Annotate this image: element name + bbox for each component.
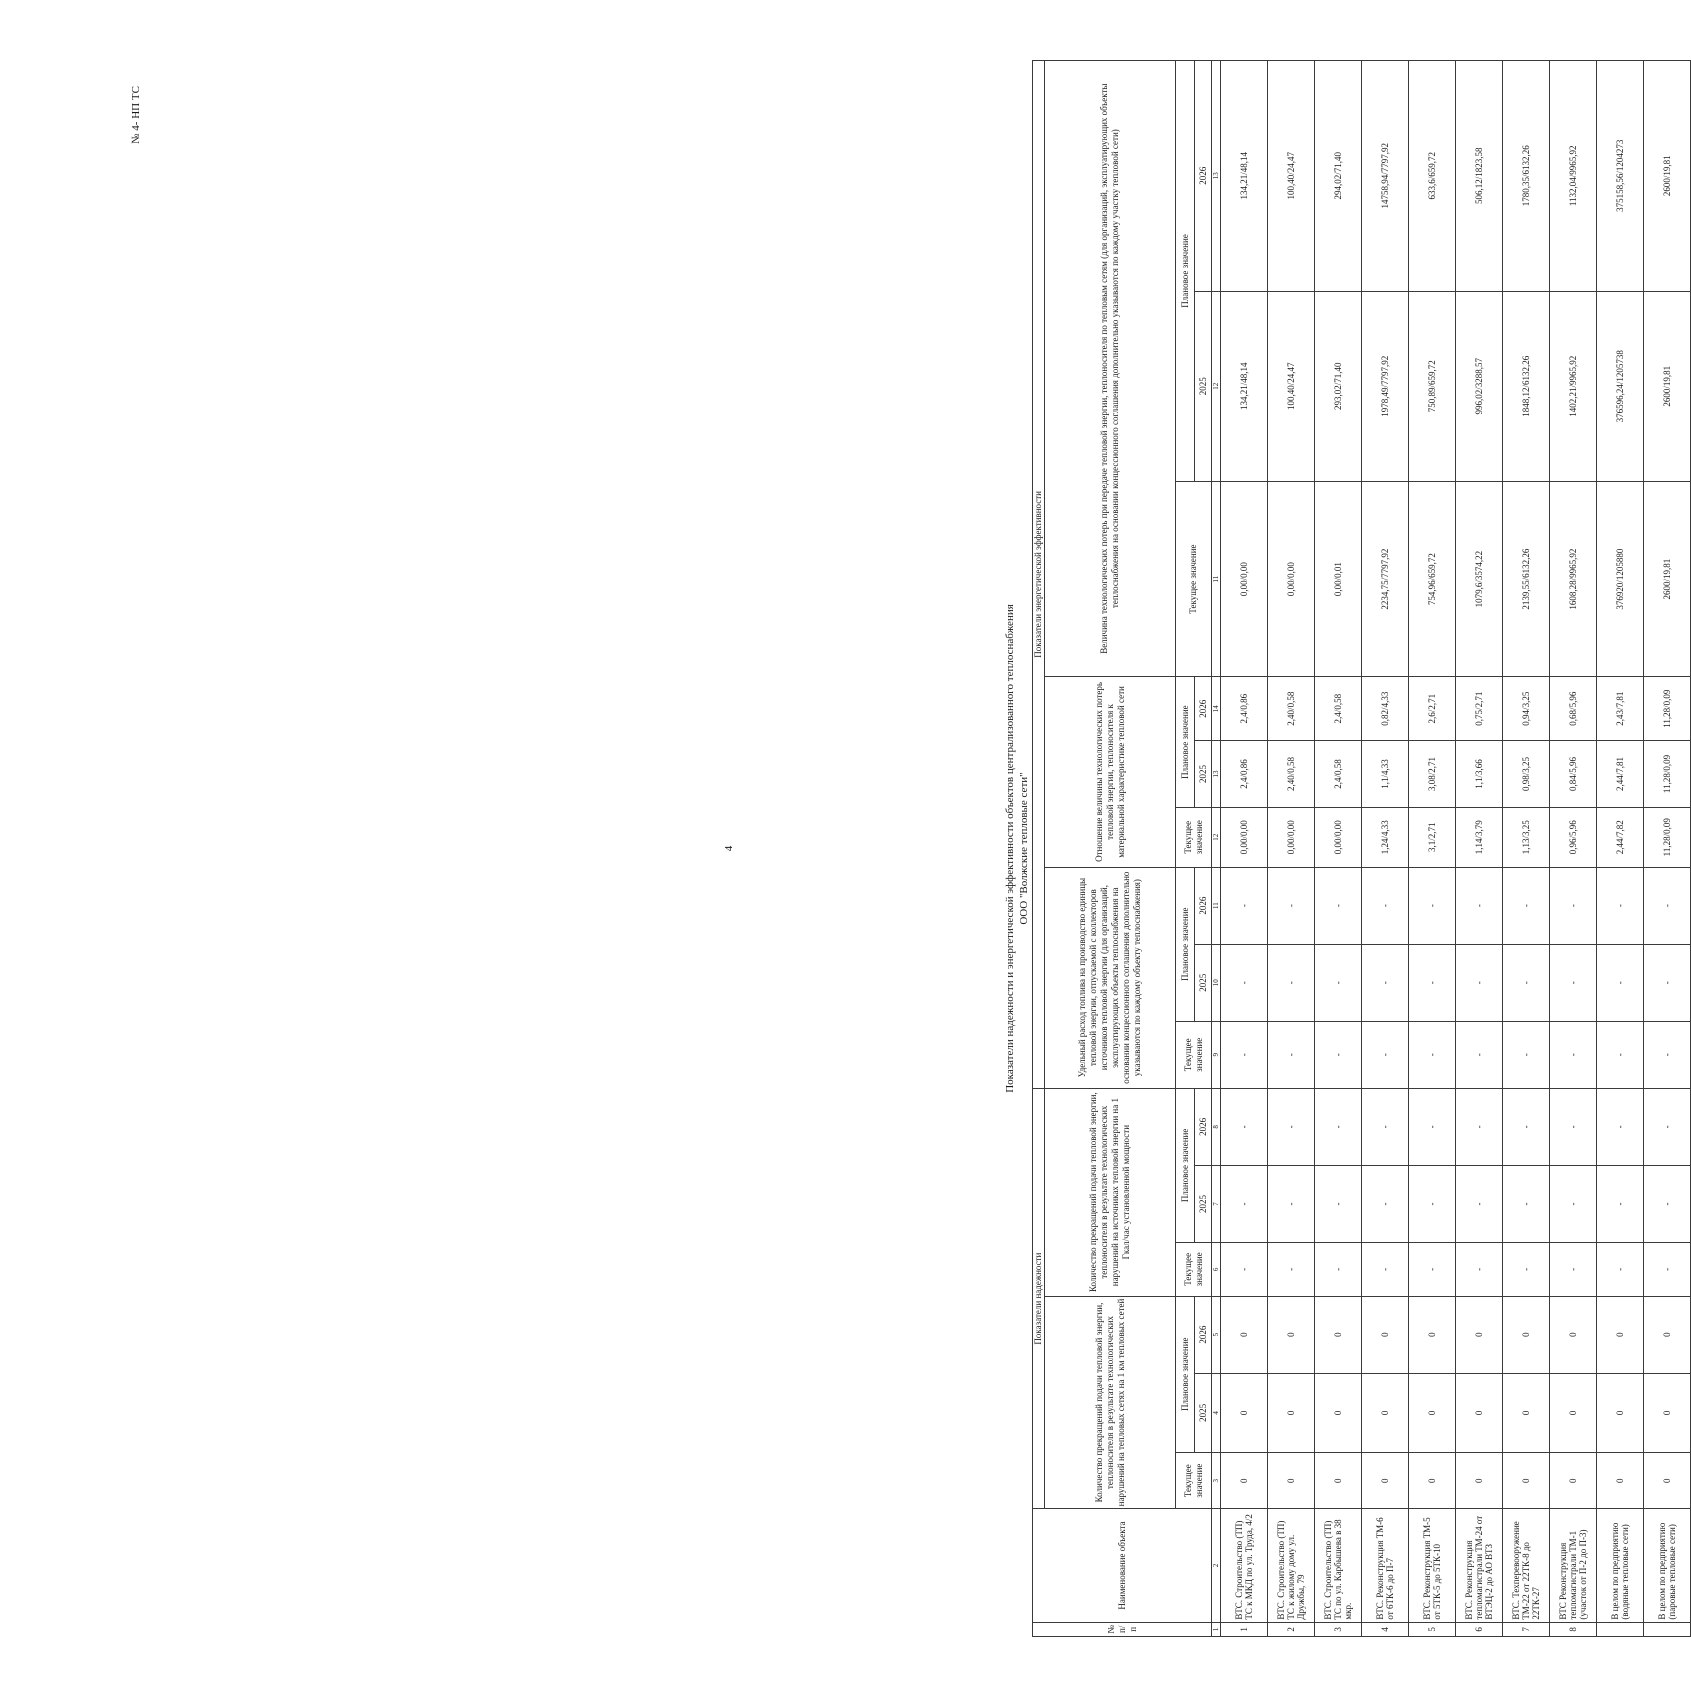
value-cell: 0 (1644, 1452, 1691, 1509)
value-cell: 0 (1268, 1296, 1315, 1373)
value-cell: 0 (1456, 1452, 1503, 1509)
column-number: 12 (1212, 807, 1221, 867)
value-cell: - (1644, 1088, 1691, 1165)
header-group-reliability: Показатели надежности (1033, 1088, 1045, 1509)
value-cell: 3,1/2,71 (1409, 807, 1456, 867)
value-cell: - (1644, 1021, 1691, 1088)
column-number: 10 (1212, 944, 1221, 1021)
value-cell: - (1315, 1165, 1362, 1242)
value-cell: - (1268, 1243, 1315, 1296)
value-cell: - (1315, 944, 1362, 1021)
row-number-cell: 3 (1315, 1622, 1362, 1636)
value-cell: - (1315, 867, 1362, 944)
object-name-cell: В целом по предприятию (водяные тепловые сети) (1597, 1509, 1644, 1622)
value-cell: 376920/1205880 (1597, 481, 1644, 676)
value-cell: 0 (1550, 1296, 1597, 1373)
value-cell: - (1503, 1243, 1550, 1296)
value-cell: 3,08/2,71 (1409, 741, 1456, 808)
value-cell: 0,00/0,00 (1221, 807, 1268, 867)
header-year: 2025 (1195, 944, 1212, 1021)
value-cell: 0,75/2,71 (1456, 677, 1503, 741)
value-cell: 0,96/5,96 (1550, 807, 1597, 867)
value-cell: 2600/19,81 (1644, 61, 1691, 292)
value-cell: - (1268, 944, 1315, 1021)
header-current: Текущее значение (1176, 1452, 1212, 1509)
value-cell: 0,00/0,00 (1268, 807, 1315, 867)
value-cell: - (1409, 1243, 1456, 1296)
value-cell: - (1409, 1165, 1456, 1242)
object-name-cell: ВТС. Реконструкция ТМ-5 от 5ТК-5 до 5ТК-10 (1409, 1509, 1456, 1622)
value-cell: 11,28/0,09 (1644, 807, 1691, 867)
table-row (1550, 61, 1597, 1637)
value-cell: 100,40/24,47 (1268, 61, 1315, 292)
value-cell: 0,00/0,01 (1315, 481, 1362, 676)
value-cell: - (1550, 867, 1597, 944)
header-planned: Плановое значение (1176, 61, 1195, 482)
header-year: 2026 (1195, 1296, 1212, 1373)
value-cell: 2,4/0,58 (1315, 741, 1362, 808)
row-number-cell (1597, 1622, 1644, 1636)
object-name-cell: ВТС. Техперевооружение ТМ-22 от 22ТК-8 до 22ТК-27 (1503, 1509, 1550, 1622)
page-number: 4 (723, 845, 735, 852)
value-cell: 0 (1409, 1296, 1456, 1373)
value-cell: - (1550, 1165, 1597, 1242)
value-cell: - (1644, 944, 1691, 1021)
value-cell: - (1221, 1088, 1268, 1165)
value-cell: 100,40/24,47 (1268, 291, 1315, 481)
value-cell: - (1644, 867, 1691, 944)
header-indicator-1: Количество прекращений подачи тепловой энергии, теплоносителя в результате технологических нарушений на тепловых сетях на 1 км тепловых сетей (1045, 1296, 1176, 1509)
value-cell: 0 (1597, 1452, 1644, 1509)
header-name: Наименование объекта (1033, 1509, 1212, 1622)
value-cell: - (1503, 867, 1550, 944)
value-cell: - (1550, 1088, 1597, 1165)
value-cell: 633,6/659,72 (1409, 61, 1456, 292)
value-cell: 0,82/4,33 (1362, 677, 1409, 741)
value-cell: 0 (1409, 1452, 1456, 1509)
value-cell: - (1456, 1088, 1503, 1165)
column-number: 14 (1212, 677, 1221, 741)
value-cell: 2,40/0,58 (1268, 741, 1315, 808)
value-cell: 0 (1409, 1373, 1456, 1452)
value-cell: 0 (1597, 1373, 1644, 1452)
value-cell: 0 (1503, 1373, 1550, 1452)
value-cell: - (1268, 1165, 1315, 1242)
value-cell: 0,00/0,00 (1221, 481, 1268, 676)
table-row (1221, 61, 1268, 1637)
header-current: Текущее значение (1176, 1021, 1212, 1088)
header-planned: Плановое значение (1176, 867, 1195, 1021)
column-number: 13 (1212, 741, 1221, 808)
value-cell: - (1268, 1088, 1315, 1165)
value-cell: 0 (1268, 1373, 1315, 1452)
object-name-cell: ВТС. Реконструкция ТМ-6 от 6ТК-6 до П-7 (1362, 1509, 1409, 1622)
value-cell: 11,28/0,09 (1644, 677, 1691, 741)
value-cell: 2,44/7,82 (1597, 807, 1644, 867)
header-current: Текущее значение (1176, 481, 1212, 676)
value-cell: 0 (1221, 1452, 1268, 1509)
value-cell: - (1597, 944, 1644, 1021)
column-number: 6 (1212, 1243, 1221, 1296)
value-cell: 2,40/0,58 (1268, 677, 1315, 741)
header-year: 2026 (1195, 677, 1212, 741)
header-num: № п/п (1033, 1622, 1212, 1636)
value-cell: 1978,49/7797,92 (1362, 291, 1409, 481)
value-cell: 0,98/3,25 (1503, 741, 1550, 808)
column-number: 1 (1212, 1622, 1221, 1636)
value-cell: 1079,6/3574,22 (1456, 481, 1503, 676)
table-row (1503, 61, 1550, 1637)
header-planned: Плановое значение (1176, 1296, 1195, 1452)
row-number-cell: 2 (1268, 1622, 1315, 1636)
object-name-cell: ВТС. Строительство (ТП) ТС по ул. Карбышева в 38 мкр. (1315, 1509, 1362, 1622)
header-planned: Плановое значение (1176, 677, 1195, 808)
value-cell: - (1315, 1021, 1362, 1088)
value-cell: 0 (1644, 1296, 1691, 1373)
value-cell: - (1456, 1021, 1503, 1088)
header-planned: Плановое значение (1176, 1088, 1195, 1242)
value-cell: - (1550, 1243, 1597, 1296)
table-row (1362, 61, 1409, 1637)
value-cell: - (1315, 1088, 1362, 1165)
value-cell: 0 (1221, 1296, 1268, 1373)
header-indicator-3: Удельный расход топлива на производство единицы тепловой энергии, отпускаемой с коллекторов источников тепловой энергии (для организаций, эксплуатирующих объекты теплоснабжения на основании концессионного соглашения дополнительно указываются по каждому объекту теплоснабжения) (1045, 867, 1176, 1088)
value-cell: - (1362, 1021, 1409, 1088)
table-row (1597, 61, 1644, 1637)
value-cell: 0 (1597, 1296, 1644, 1373)
value-cell: 1848,12/6132,26 (1503, 291, 1550, 481)
value-cell: - (1597, 867, 1644, 944)
value-cell: 0 (1503, 1452, 1550, 1509)
header-year: 2026 (1195, 1088, 1212, 1165)
object-name-cell: ВТС. Реконструкция тепломагистрали ТМ-24 от ВТЭЦ-2 до АО ВТЗ (1456, 1509, 1503, 1622)
value-cell: - (1362, 944, 1409, 1021)
value-cell: - (1268, 1021, 1315, 1088)
value-cell: 0,94/3,25 (1503, 677, 1550, 741)
row-number-cell: 4 (1362, 1622, 1409, 1636)
value-cell: 2,44/7,81 (1597, 741, 1644, 808)
value-cell: - (1409, 944, 1456, 1021)
value-cell: 1132,04/9965,92 (1550, 61, 1597, 292)
value-cell: 293,02/71,40 (1315, 291, 1362, 481)
value-cell: 0 (1550, 1373, 1597, 1452)
value-cell: 376596,24/1205738 (1597, 291, 1644, 481)
value-cell: - (1644, 1243, 1691, 1296)
value-cell: 375158,56/1204273 (1597, 61, 1644, 292)
value-cell: - (1456, 867, 1503, 944)
value-cell: 0 (1362, 1296, 1409, 1373)
value-cell: 0 (1315, 1296, 1362, 1373)
value-cell: - (1597, 1021, 1644, 1088)
object-name-cell: ВТС Реконструкция тепломагистрали ТМ-1 (участок от П-2 до П-3) (1550, 1509, 1597, 1622)
value-cell: 2,6/2,71 (1409, 677, 1456, 741)
value-cell: 750,89/659,72 (1409, 291, 1456, 481)
value-cell: - (1456, 1165, 1503, 1242)
value-cell: 134,21/48,14 (1221, 61, 1268, 292)
value-cell: - (1268, 867, 1315, 944)
table-row (1644, 61, 1691, 1637)
value-cell: - (1221, 944, 1268, 1021)
row-number-cell: 7 (1503, 1622, 1550, 1636)
header-year: 2025 (1195, 1373, 1212, 1452)
column-number: 11 (1212, 481, 1221, 676)
value-cell: 2600/19,81 (1644, 481, 1691, 676)
header-indicator-4: Отношение величины технологических потерь тепловой энергии, теплоносителя к материальной характеристике тепловой сети (1045, 677, 1176, 867)
row-number-cell: 6 (1456, 1622, 1503, 1636)
row-number-cell (1644, 1622, 1691, 1636)
object-name-cell: В целом по предприятию (паровые тепловые сети) (1644, 1509, 1691, 1622)
value-cell: 0 (1315, 1373, 1362, 1452)
table-row (1268, 61, 1315, 1637)
value-cell: - (1597, 1243, 1644, 1296)
column-number: 7 (1212, 1165, 1221, 1242)
value-cell: - (1362, 1088, 1409, 1165)
value-cell: 1402,21/9965,92 (1550, 291, 1597, 481)
value-cell: 754,96/659,72 (1409, 481, 1456, 676)
value-cell: 2,4/0,58 (1315, 677, 1362, 741)
value-cell: - (1503, 1088, 1550, 1165)
value-cell: 0 (1456, 1373, 1503, 1452)
table-row (1456, 61, 1503, 1637)
value-cell: - (1315, 1243, 1362, 1296)
value-cell: - (1362, 867, 1409, 944)
value-cell: - (1221, 1243, 1268, 1296)
value-cell: 1,13/3,25 (1503, 807, 1550, 867)
indicators-table (1032, 60, 1691, 1637)
value-cell: 0 (1456, 1296, 1503, 1373)
value-cell: 1,24/4,33 (1362, 807, 1409, 867)
value-cell: 134,21/48,14 (1221, 291, 1268, 481)
value-cell: - (1644, 1165, 1691, 1242)
column-number: 8 (1212, 1088, 1221, 1165)
value-cell: 2,43/7,81 (1597, 677, 1644, 741)
value-cell: 1,1/4,33 (1362, 741, 1409, 808)
value-cell: 0,00/0,00 (1315, 807, 1362, 867)
header-current: Текущее значение (1176, 1243, 1212, 1296)
column-number: 12 (1212, 291, 1221, 481)
column-number: 3 (1212, 1452, 1221, 1509)
column-number: 13 (1212, 61, 1221, 292)
value-cell: 0 (1550, 1452, 1597, 1509)
value-cell: 2234,75/7797,92 (1362, 481, 1409, 676)
table-row (1315, 61, 1362, 1637)
value-cell: 2139,55/6132,26 (1503, 481, 1550, 676)
title-line-1: Показатели надежности и энергетической эффективности объектов централизованного теплоснабжения (1004, 604, 1016, 1093)
value-cell: - (1456, 944, 1503, 1021)
value-cell: 294,02/71,40 (1315, 61, 1362, 292)
value-cell: - (1362, 1243, 1409, 1296)
header-year: 2026 (1195, 867, 1212, 944)
value-cell: - (1409, 867, 1456, 944)
value-cell: 1780,35/6132,26 (1503, 61, 1550, 292)
header-indicator-2: Количество прекращений подачи тепловой энергии, теплоносителя в результате технологических нарушений на источниках тепловой энергии на 1 Гкал/час установленной мощности (1045, 1088, 1176, 1296)
header-year: 2025 (1195, 1165, 1212, 1242)
value-cell: 14758,94/7797,92 (1362, 61, 1409, 292)
column-number: 4 (1212, 1373, 1221, 1452)
header-indicator-5: Величина технологических потерь при передаче тепловой энергии, теплоносителя по тепловым сетям (для организаций, эксплуатирующих объекты теплоснабжения на основании концессионного соглашения дополнительно указываются по каждому участку тепловой сети) (1045, 61, 1176, 677)
value-cell: 2,4/0,86 (1221, 677, 1268, 741)
header-year: 2025 (1195, 291, 1212, 481)
value-cell: 1608,28/9965,92 (1550, 481, 1597, 676)
value-cell: 0 (1503, 1296, 1550, 1373)
value-cell: 996,02/3288,57 (1456, 291, 1503, 481)
value-cell: 0 (1362, 1452, 1409, 1509)
value-cell: - (1409, 1021, 1456, 1088)
header-year: 2026 (1195, 61, 1212, 292)
value-cell: 0,00/0,00 (1268, 481, 1315, 676)
value-cell: 0 (1268, 1452, 1315, 1509)
document-code: № 4- НП ТС (130, 86, 142, 144)
value-cell: - (1503, 944, 1550, 1021)
object-name-cell: ВТС. Строительство (ТП) ТС к жилому дому ул. Дружбы, 79 (1268, 1509, 1315, 1622)
row-number-cell: 5 (1409, 1622, 1456, 1636)
document-title (1003, 0, 1031, 1697)
value-cell: - (1221, 1165, 1268, 1242)
table-row (1409, 61, 1456, 1637)
value-cell: - (1550, 944, 1597, 1021)
value-cell: - (1597, 1165, 1644, 1242)
value-cell: 11,28/0,09 (1644, 741, 1691, 808)
value-cell: 0 (1644, 1373, 1691, 1452)
value-cell: 1,14/3,79 (1456, 807, 1503, 867)
value-cell: - (1503, 1165, 1550, 1242)
title-line-2: ООО "Волжские тепловые сети" (1018, 772, 1030, 925)
value-cell: 0 (1221, 1373, 1268, 1452)
value-cell: - (1221, 867, 1268, 944)
value-cell: 506,12/1823,58 (1456, 61, 1503, 292)
value-cell: - (1597, 1088, 1644, 1165)
row-number-cell: 1 (1221, 1622, 1268, 1636)
value-cell: 0 (1362, 1373, 1409, 1452)
value-cell: 2,4/0,86 (1221, 741, 1268, 808)
header-current: Текущее значение (1176, 807, 1212, 867)
value-cell: - (1550, 1021, 1597, 1088)
row-number-cell: 8 (1550, 1622, 1597, 1636)
header-year: 2025 (1195, 741, 1212, 808)
value-cell: - (1456, 1243, 1503, 1296)
column-number-row (1212, 61, 1221, 1637)
header-group-efficiency: Показатели энергетической эффективности (1033, 61, 1045, 1089)
column-number: 11 (1212, 867, 1221, 944)
value-cell: - (1362, 1165, 1409, 1242)
column-number: 5 (1212, 1296, 1221, 1373)
column-number: 2 (1212, 1509, 1221, 1622)
object-name-cell: ВТС. Строительство (ТП) ТС к МКД по ул. Труда, 4/2 (1221, 1509, 1268, 1622)
value-cell: 1,1/3,66 (1456, 741, 1503, 808)
value-cell: - (1503, 1021, 1550, 1088)
value-cell: 2600/19,81 (1644, 291, 1691, 481)
value-cell: 0,68/5,96 (1550, 677, 1597, 741)
value-cell: - (1221, 1021, 1268, 1088)
value-cell: - (1409, 1088, 1456, 1165)
column-number: 9 (1212, 1021, 1221, 1088)
value-cell: 0 (1315, 1452, 1362, 1509)
value-cell: 0,84/5,96 (1550, 741, 1597, 808)
